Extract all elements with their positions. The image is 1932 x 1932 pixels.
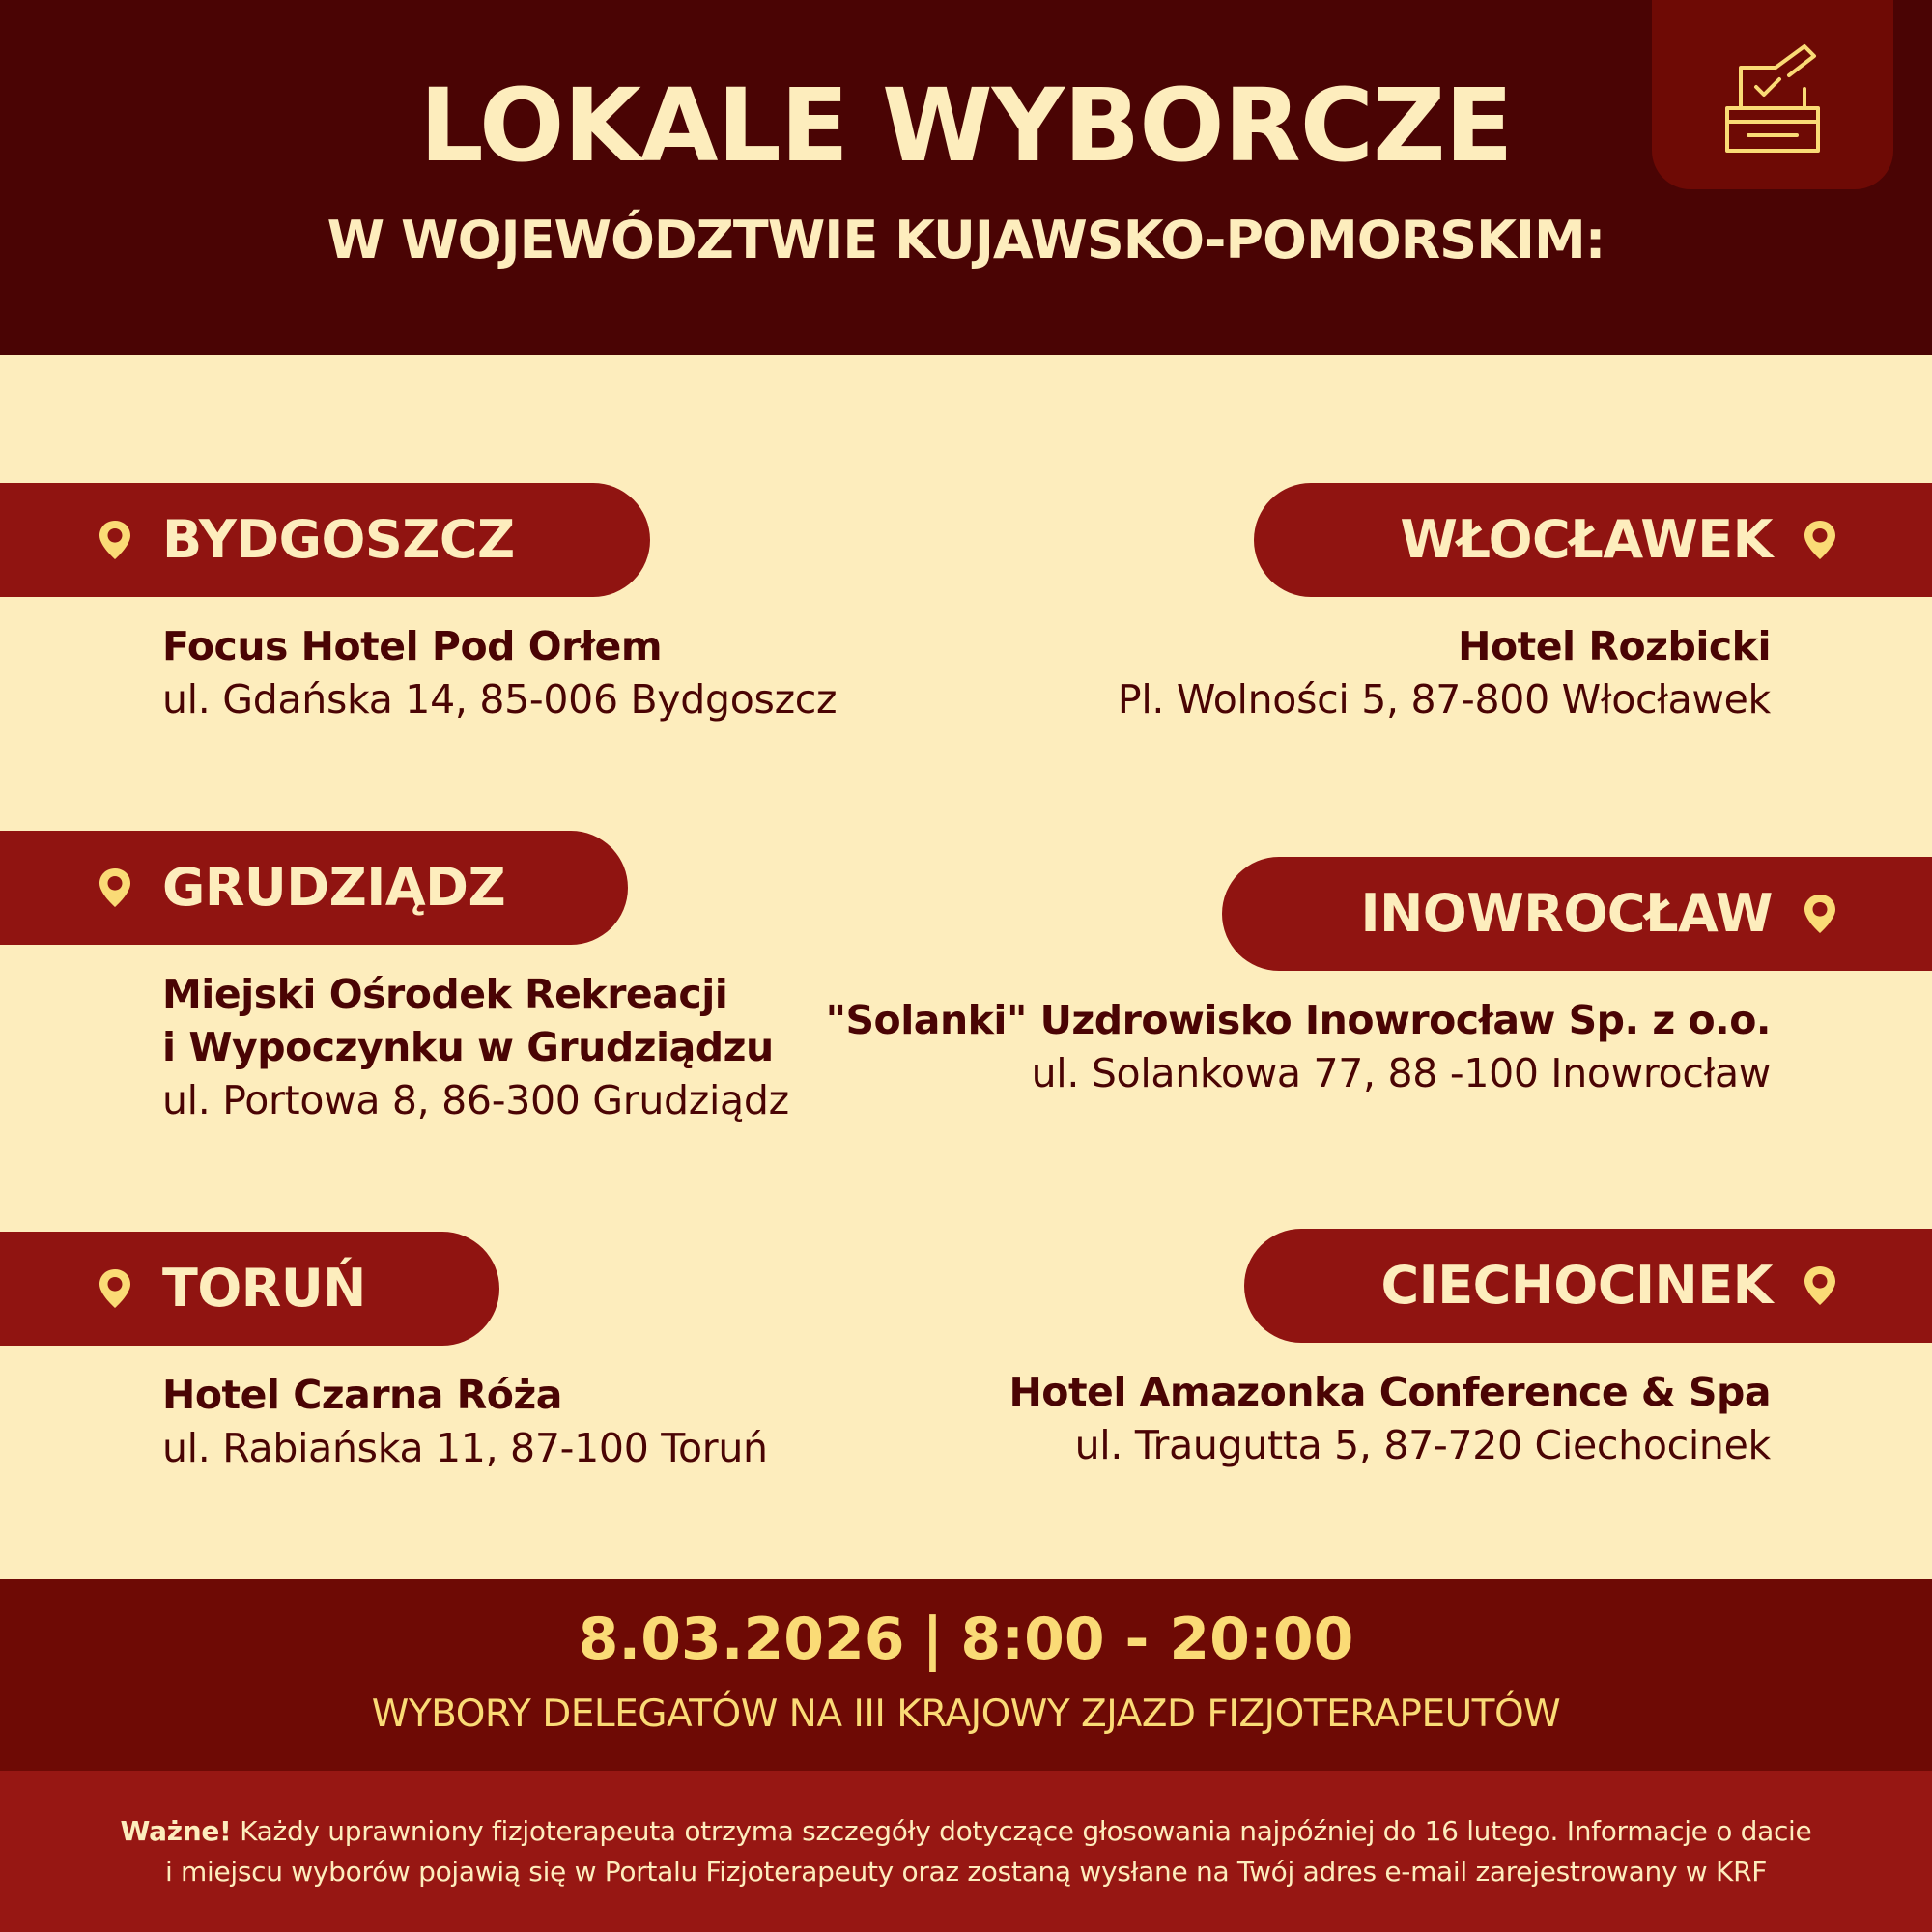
address-block-wloclawek xyxy=(1118,620,1771,726)
city-name: INOWROCŁAW xyxy=(1360,883,1773,944)
location-pin-icon xyxy=(1802,519,1838,561)
location-pin-icon xyxy=(97,519,133,561)
venue-name-line2: i Wypoczynku w Grudziądzu xyxy=(162,1024,774,1070)
city-pill-wloclawek xyxy=(1254,483,1932,597)
venue-name: "Solanki" Uzdrowisko Inowrocław Sp. z o.o. xyxy=(825,997,1771,1043)
city-name: BYDGOSZCZ xyxy=(162,509,515,570)
header xyxy=(0,0,1932,355)
address-block-torun xyxy=(162,1369,768,1475)
street-address: ul. Traugutta 5, 87-720 Ciechocinek xyxy=(1074,1422,1771,1468)
date-separator: | xyxy=(922,1605,944,1673)
date-time-line xyxy=(0,1605,1932,1673)
city-pill-bydgoszcz xyxy=(0,483,650,597)
notice-line2: i miejscu wyborów pojawią się w Portalu Fizjoterapeuty oraz zostaną wysłane na Twój adres e-mail zarejestrowany w KRF xyxy=(164,1856,1768,1888)
event-description: WYBORY DELEGATÓW NA III KRAJOWY ZJAZD FIZJOTERAPEUTÓW xyxy=(371,1692,1561,1736)
ballot-box-icon xyxy=(1719,39,1826,155)
city-pill-inowroclaw xyxy=(1222,857,1932,971)
city-pill-grudziadz xyxy=(0,831,628,945)
street-address: Pl. Wolności 5, 87-800 Włocławek xyxy=(1117,676,1771,723)
location-pin-icon xyxy=(1802,1264,1838,1307)
street-address: ul. Gdańska 14, 85-006 Bydgoszcz xyxy=(162,676,838,723)
date-band xyxy=(0,1579,1932,1771)
election-hours: 8:00 - 20:00 xyxy=(960,1605,1354,1673)
notice-line1: Każdy uprawniony fizjoterapeuta otrzyma szczegóły dotyczące głosowania najpóźniej do 16 lutego. Informacje o dacie xyxy=(231,1815,1812,1847)
city-pill-torun xyxy=(0,1232,499,1346)
ballot-box-badge xyxy=(1652,0,1893,189)
notice-text xyxy=(39,1811,1893,1892)
city-pill-ciechocinek xyxy=(1244,1229,1932,1343)
address-block-bydgoszcz xyxy=(162,620,837,726)
location-pin-icon xyxy=(1802,893,1838,935)
street-address: ul. Rabiańska 11, 87-100 Toruń xyxy=(162,1425,768,1471)
address-block-ciechocinek xyxy=(1009,1366,1771,1472)
venue-name-line1: Miejski Ośrodek Rekreacji xyxy=(162,971,728,1017)
notice-band xyxy=(0,1771,1932,1932)
venue-name: Hotel Amazonka Conference & Spa xyxy=(1009,1369,1771,1415)
street-address: ul. Solankowa 77, 88 -100 Inowrocław xyxy=(1031,1050,1771,1096)
election-date: 8.03.2026 xyxy=(578,1605,905,1673)
notice-label: Ważne! xyxy=(120,1815,232,1847)
page-title: LOKALE WYBORCZE xyxy=(419,67,1513,185)
city-name: GRUDZIĄDZ xyxy=(162,857,506,918)
street-address: ul. Portowa 8, 86-300 Grudziądz xyxy=(162,1077,789,1123)
venue-name: Focus Hotel Pod Orłem xyxy=(162,623,663,669)
venue-name: Hotel Rozbicki xyxy=(1458,623,1771,669)
page-subtitle: W WOJEWÓDZTWIE KUJAWSKO-POMORSKIM: xyxy=(327,210,1605,270)
address-block-grudziadz xyxy=(162,968,789,1127)
location-pin-icon xyxy=(97,867,133,909)
address-block-inowroclaw xyxy=(826,994,1771,1100)
city-name: TORUŃ xyxy=(162,1258,366,1319)
city-name: CIECHOCINEK xyxy=(1380,1255,1773,1316)
venue-name: Hotel Czarna Róża xyxy=(162,1372,562,1418)
location-pin-icon xyxy=(97,1267,133,1310)
city-name: WŁOCŁAWEK xyxy=(1400,509,1773,570)
